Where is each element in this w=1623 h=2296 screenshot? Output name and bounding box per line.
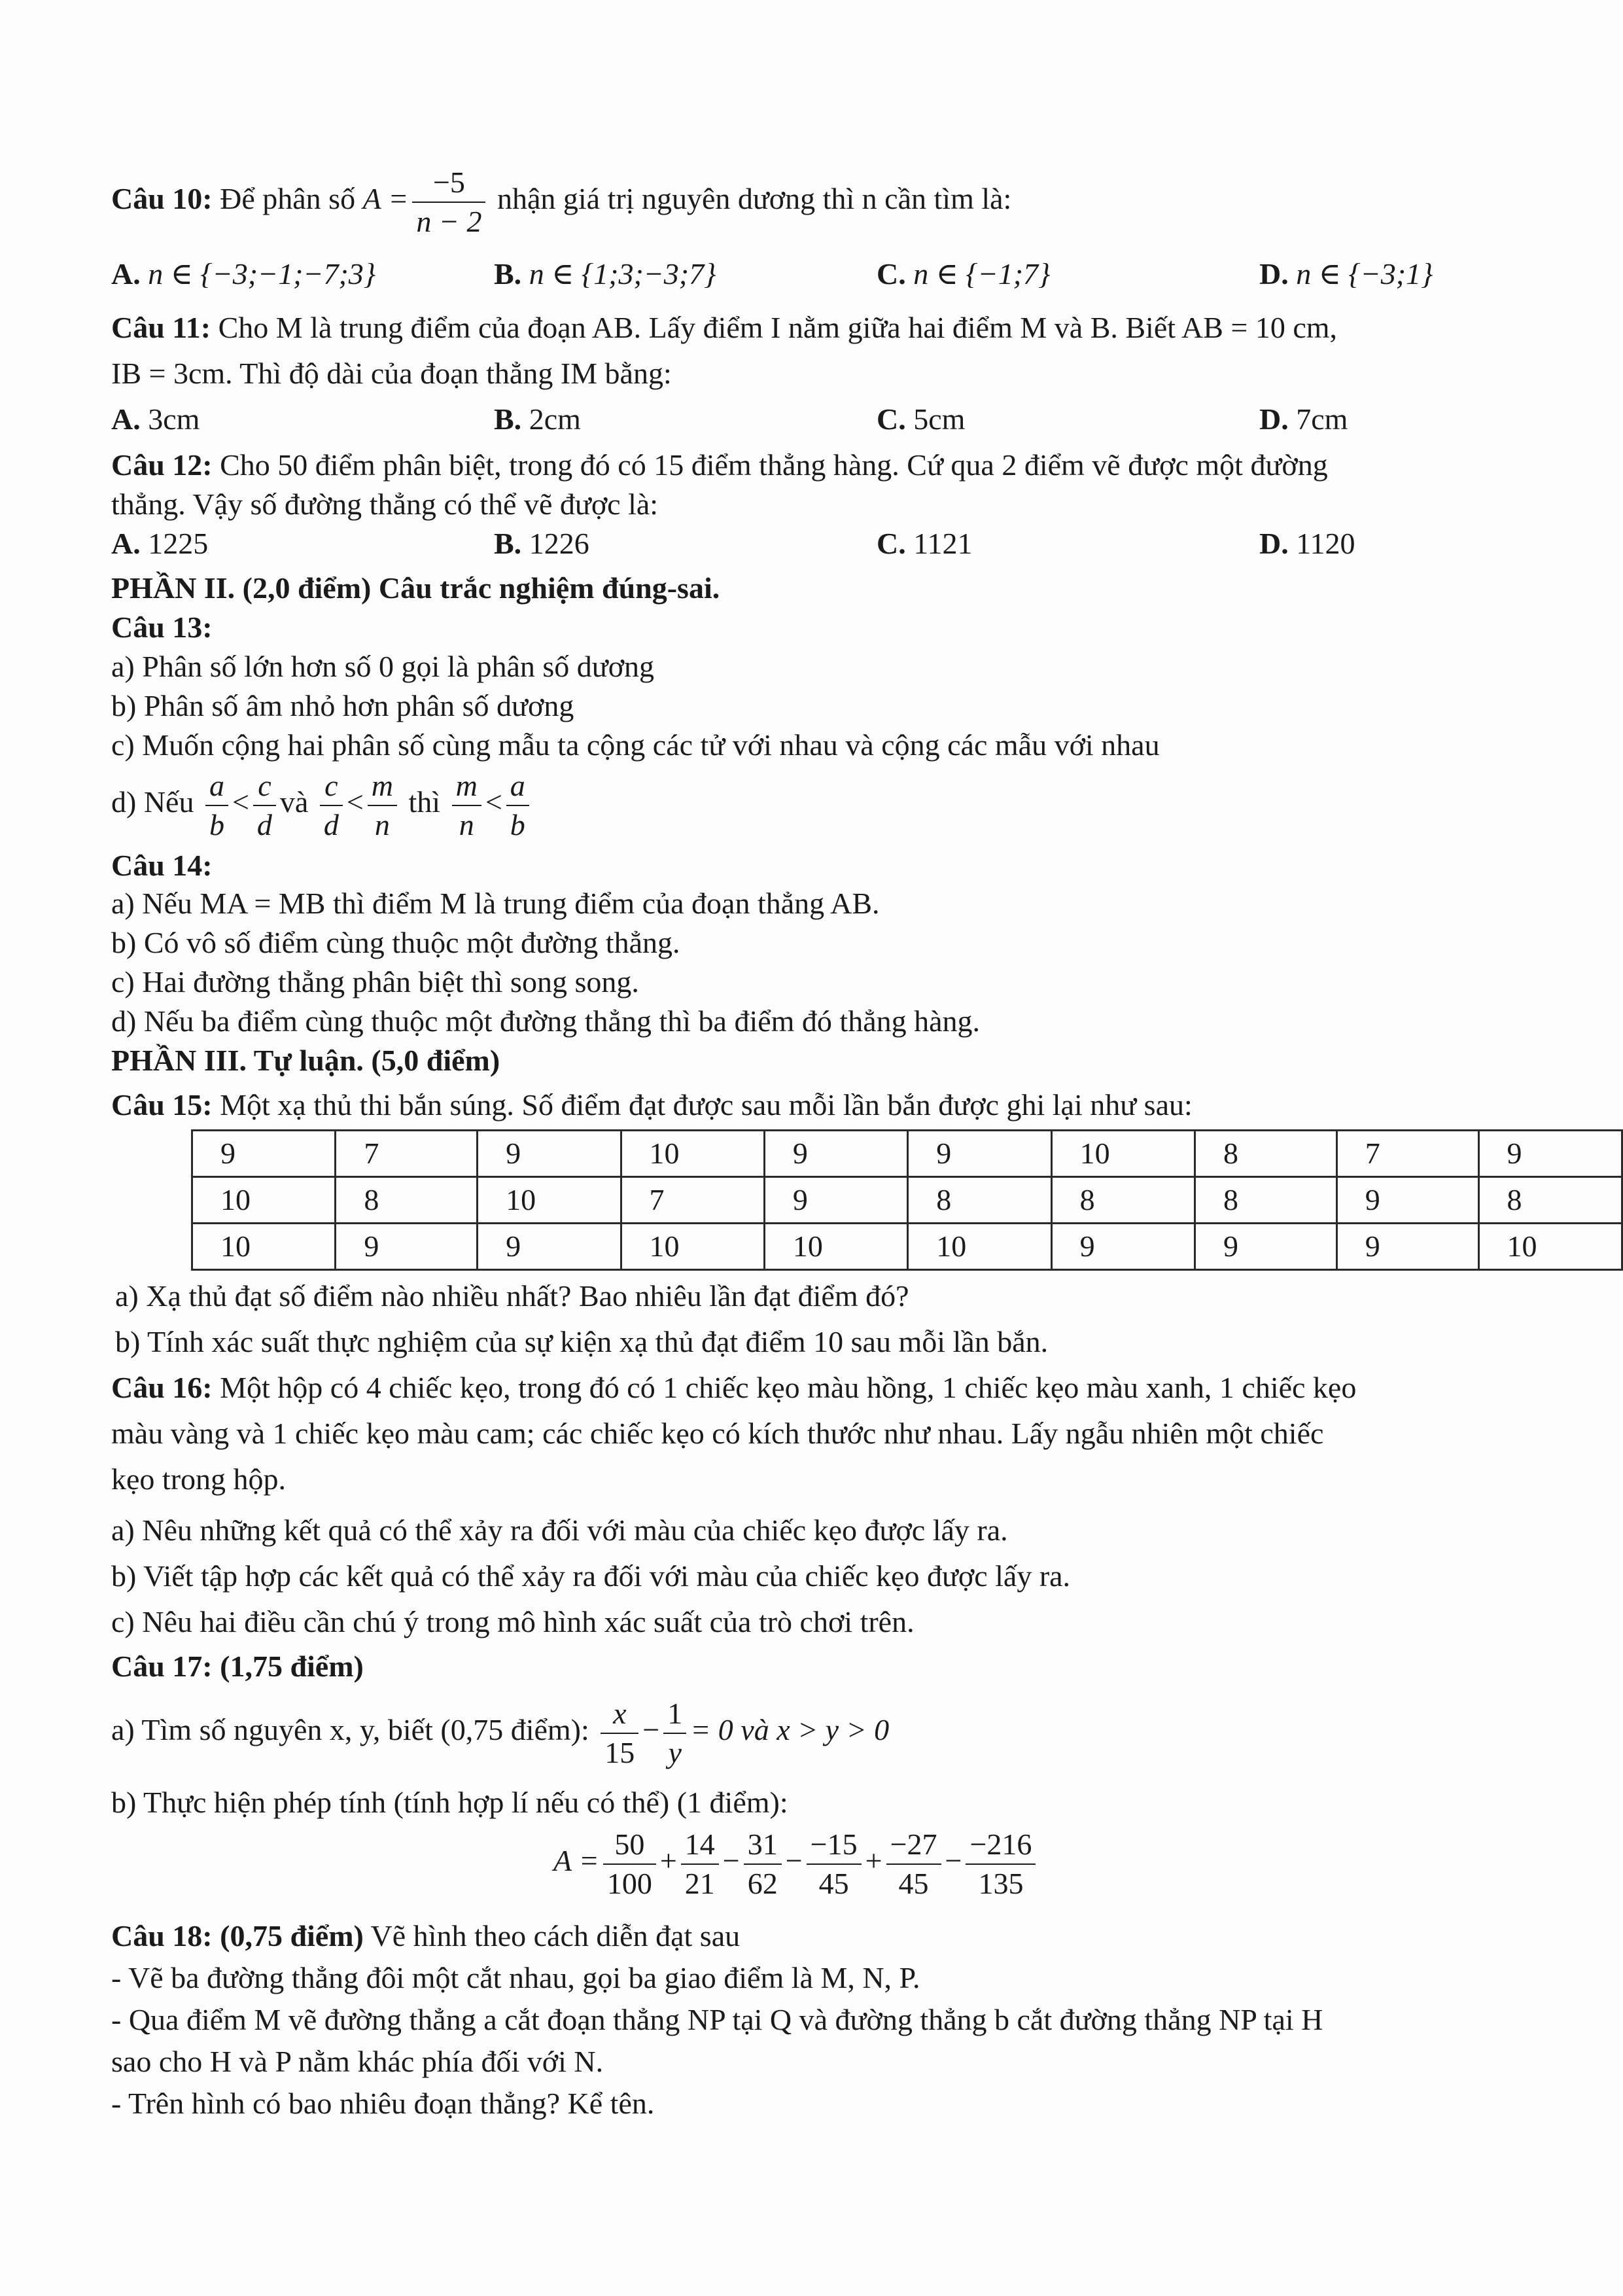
q13-frac-m-n (368, 767, 397, 843)
q16-question-c: c) Nêu hai điều cần chú ý trong mô hình xác suất của trò chơi trên. (111, 1605, 915, 1638)
q16-question-b: b) Viết tập hợp các kết quả có thể xảy ra đối với màu của chiếc kẹo được lấy ra. (111, 1559, 1071, 1593)
q13-frac-m-n-num: m (368, 767, 397, 806)
q11-option-d (1259, 399, 1348, 440)
table-cell: 9 (1336, 1177, 1478, 1224)
table-cell: 10 (621, 1224, 764, 1270)
q13-frac-c-d-2-den: d (323, 807, 339, 841)
q15-stem (111, 1085, 1193, 1125)
q12-line1 (111, 445, 1328, 486)
table-row (192, 1224, 1622, 1270)
q12-option-d-text: 1120 (1288, 527, 1355, 560)
q17-label: Câu 17: (1,75 điểm) (111, 1650, 364, 1683)
q16-line2: màu vàng và 1 chiếc kẹo màu cam; các chiếc kẹo có kích thước như nhau. Lấy ngẫu nhiên một chiếc (111, 1417, 1324, 1450)
q11-option-c-letter: C. (877, 402, 906, 436)
fraction-denominator: 135 (978, 1866, 1024, 1900)
q13-d-then: thì (408, 785, 441, 819)
fraction (744, 1826, 782, 1902)
q12-option-d-letter: D. (1259, 527, 1289, 560)
q13-frac-a-b (205, 767, 228, 843)
fraction-operator: + (659, 1844, 677, 1878)
q11-option-a-text: 3cm (140, 402, 200, 436)
q12-option-a (111, 523, 208, 564)
table-row (192, 1131, 1622, 1177)
fraction-denominator: 62 (747, 1866, 778, 1900)
fraction (681, 1826, 719, 1902)
q11-option-c-text: 5cm (905, 402, 966, 436)
q10-text-before: Để phân số (212, 182, 363, 216)
table-cell: 10 (908, 1224, 1051, 1270)
q13-frac-c-d-num: c (253, 767, 276, 806)
q18-line4: - Trên hình có bao nhiêu đoạn thẳng? Kể tên. (111, 2087, 655, 2120)
q10-option-d-text: n ∈ {−3;1} (1296, 257, 1433, 291)
fraction-operator: − (785, 1844, 803, 1878)
fraction-denominator: 45 (818, 1866, 849, 1900)
table-row (192, 1177, 1622, 1224)
fraction-numerator: 50 (603, 1826, 656, 1865)
fraction-numerator: 31 (744, 1826, 782, 1865)
table-cell: 8 (336, 1177, 478, 1224)
q15-label: Câu 15: (111, 1088, 213, 1122)
fraction-numerator: −15 (807, 1826, 862, 1865)
q18-stem (111, 1916, 740, 1956)
q10-option-d (1259, 254, 1433, 294)
q11-option-b (494, 399, 581, 440)
table-cell: 8 (1195, 1177, 1337, 1224)
q10-label: Câu 10: (111, 182, 213, 216)
table-cell: 9 (908, 1131, 1051, 1177)
fraction-operator: − (945, 1844, 962, 1878)
q17-b-lhs: A = (553, 1844, 599, 1878)
q16-line3: kẹo trong hộp. (111, 1462, 287, 1496)
q17-frac-1-y-num: 1 (663, 1695, 686, 1734)
q13-frac-c-d-2 (320, 767, 343, 843)
table-cell: 10 (1051, 1131, 1195, 1177)
table-cell: 9 (1336, 1224, 1478, 1270)
q10-stem (111, 164, 1011, 240)
q13-statement-c: c) Muốn cộng hai phân số cùng mẫu ta cộng các tử với nhau và cộng các mẫu với nhau (111, 728, 1160, 762)
table-cell: 8 (1195, 1131, 1337, 1177)
q13-frac-c-d-den: d (256, 807, 272, 841)
q13-frac-c-d-2-num: c (320, 767, 343, 806)
table-cell: 10 (192, 1177, 336, 1224)
q12-option-d (1259, 523, 1355, 564)
fraction-operator: + (865, 1844, 882, 1878)
q17-frac-x-15-num: x (601, 1695, 638, 1734)
score-table (191, 1129, 1623, 1271)
fraction-numerator: 14 (681, 1826, 719, 1865)
fraction-numerator: −216 (966, 1826, 1036, 1865)
q12-label: Câu 12: (111, 448, 213, 482)
q10-option-b-letter: B. (494, 257, 522, 291)
q12-text-1: Cho 50 điểm phân biệt, trong đó có 15 điểm thẳng hàng. Cứ qua 2 điểm vẽ được một đường (212, 448, 1328, 482)
q16-label: Câu 16: (111, 1371, 213, 1404)
table-cell: 9 (478, 1224, 621, 1270)
q10-denominator: n − 2 (416, 204, 482, 238)
table-cell: 10 (1478, 1224, 1622, 1270)
q11-label: Câu 11: (111, 311, 211, 344)
q13-lt-1: < (232, 785, 249, 819)
q11-option-c (877, 399, 965, 440)
q10-fraction (412, 164, 485, 240)
q10-lhs: A = (362, 182, 409, 216)
table-cell: 8 (1051, 1177, 1195, 1224)
part2-heading: PHẦN II. (2,0 điểm) Câu trắc nghiệm đúng-sai. (111, 571, 720, 605)
q17-frac-1-y (663, 1695, 686, 1771)
q15-question-b: b) Tính xác suất thực nghiệm của sự kiện xạ thủ đạt điểm 10 sau mỗi lần bắn. (115, 1325, 1049, 1358)
q18-line2: - Qua điểm M vẽ đường thẳng a cắt đoạn thẳng NP tại Q và đường thẳng b cắt đường thẳng NP tại H (111, 2003, 1323, 2036)
q10-option-b-text: n ∈ {1;3;−3;7} (529, 257, 716, 291)
table-cell: 8 (908, 1177, 1051, 1224)
q10-option-b (494, 254, 716, 294)
q11-option-d-letter: D. (1259, 402, 1289, 436)
fraction-denominator: 45 (898, 1866, 929, 1900)
q11-line1 (111, 308, 1337, 348)
table-cell: 9 (1195, 1224, 1337, 1270)
q10-option-a-letter: A. (111, 257, 141, 291)
q18-line1: - Vẽ ba đường thẳng đôi một cắt nhau, gọi ba giao điểm là M, N, P. (111, 1961, 920, 1994)
q12-option-b (494, 523, 589, 564)
score-table-body (192, 1131, 1622, 1270)
q13-frac-a-b-den: b (209, 807, 224, 841)
q17-fraction-list (599, 1828, 1040, 1900)
q12-option-a-text: 1225 (140, 527, 209, 560)
q17-a-tail: = 0 và x > y > 0 (690, 1713, 890, 1747)
q13-frac-m-n-den: n (374, 807, 390, 841)
fraction (603, 1826, 656, 1902)
q17-a-text: a) Tìm số nguyên x, y, biết (0,75 điểm): (111, 1713, 589, 1747)
table-cell: 9 (336, 1224, 478, 1270)
q11-line2: IB = 3cm. Thì độ dài của đoạn thẳng IM bằng: (111, 357, 672, 390)
q13-statement-b: b) Phân số âm nhỏ hơn phân số dương (111, 689, 574, 722)
q11-text-1: Cho M là trung điểm của đoạn AB. Lấy điểm I nằm giữa hai điểm M và B. Biết AB = 10 cm, (211, 311, 1338, 344)
table-cell: 7 (1336, 1131, 1478, 1177)
q15-text: Một xạ thủ thi bắn súng. Số điểm đạt được sau mỗi lần bắn được ghi lại như sau: (212, 1088, 1193, 1122)
fraction-denominator: 21 (684, 1866, 715, 1900)
fraction-operator: − (722, 1844, 740, 1878)
table-cell: 10 (764, 1224, 907, 1270)
q11-option-a-letter: A. (111, 402, 141, 436)
q14-statement-d: d) Nếu ba điểm cùng thuộc một đường thẳng thì ba điểm đó thẳng hàng. (111, 1004, 981, 1038)
q11-option-b-text: 2cm (521, 402, 581, 436)
q13-lt-3: < (485, 785, 502, 819)
q12-line2: thẳng. Vậy số đường thẳng có thể vẽ được là: (111, 487, 659, 521)
table-cell: 9 (1051, 1224, 1195, 1270)
q10-option-d-letter: D. (1259, 257, 1289, 291)
q14-statement-a: a) Nếu MA = MB thì điểm M là trung điểm của đoạn thẳng AB. (111, 887, 880, 920)
q17-part-a (111, 1695, 889, 1771)
q18-line3: sao cho H và P nằm khác phía đối với N. (111, 2045, 604, 2078)
table-cell: 9 (1478, 1131, 1622, 1177)
q13-d-and: và (279, 785, 309, 819)
q13-label: Câu 13: (111, 610, 213, 644)
q13-statement-d (111, 767, 533, 843)
q10-option-a-text: n ∈ {−3;−1;−7;3} (148, 257, 376, 291)
q18-text: Vẽ hình theo cách diễn đạt sau (363, 1919, 741, 1952)
table-cell: 9 (192, 1131, 336, 1177)
q15-question-a: a) Xạ thủ đạt số điểm nào nhiều nhất? Bao nhiêu lần đạt điểm đó? (115, 1279, 909, 1313)
table-cell: 9 (764, 1177, 907, 1224)
q10-option-a (111, 254, 375, 294)
q12-option-b-letter: B. (494, 527, 522, 560)
q12-option-c (877, 523, 973, 564)
q17-expression (553, 1826, 1039, 1902)
table-cell: 10 (621, 1131, 764, 1177)
table-cell: 9 (478, 1131, 621, 1177)
q13-frac-a-b-num: a (205, 767, 228, 806)
fraction-denominator: 100 (606, 1866, 652, 1900)
q17-a-minus: − (642, 1713, 660, 1747)
q10-option-c (877, 254, 1050, 294)
q10-option-c-letter: C. (877, 257, 906, 291)
q11-option-a (111, 399, 200, 440)
q13-statement-a: a) Phân số lớn hơn số 0 gọi là phân số dương (111, 650, 655, 683)
q14-label: Câu 14: (111, 849, 213, 882)
q13-frac-a-b-2-den: b (510, 807, 525, 841)
q16-text-1: Một hộp có 4 chiếc kẹo, trong đó có 1 chiếc kẹo màu hồng, 1 chiếc kẹo màu xanh, 1 chiếc kẹo (212, 1371, 1357, 1404)
q16-question-a: a) Nêu những kết quả có thể xảy ra đối với màu của chiếc kẹo được lấy ra. (111, 1513, 1008, 1547)
q13-frac-m-n-2-num: m (452, 767, 481, 806)
q14-statement-b: b) Có vô số điểm cùng thuộc một đường thẳng. (111, 926, 680, 959)
q13-frac-c-d (253, 767, 276, 843)
table-cell: 7 (621, 1177, 764, 1224)
table-cell: 9 (764, 1131, 907, 1177)
q13-frac-a-b-2-num: a (506, 767, 529, 806)
q13-lt-2: < (346, 785, 364, 819)
q11-option-d-text: 7cm (1288, 402, 1348, 436)
q17-part-b: b) Thực hiện phép tính (tính hợp lí nếu có thể) (1 điểm): (111, 1786, 788, 1819)
q12-option-b-text: 1226 (521, 527, 589, 560)
q18-label: Câu 18: (0,75 điểm) (111, 1919, 364, 1952)
q17-frac-x-15-den: 15 (604, 1735, 635, 1769)
fraction-numerator: −27 (886, 1826, 941, 1865)
fraction (807, 1826, 862, 1902)
table-cell: 8 (1478, 1177, 1622, 1224)
q10-numerator: −5 (412, 164, 485, 203)
fraction (966, 1826, 1036, 1902)
q10-option-c-text: n ∈ {−1;7} (913, 257, 1051, 291)
table-cell: 10 (192, 1224, 336, 1270)
fraction (886, 1826, 941, 1902)
q17-frac-x-15 (601, 1695, 638, 1771)
table-cell: 7 (336, 1131, 478, 1177)
q12-option-c-text: 1121 (905, 527, 973, 560)
q16-line1 (111, 1368, 1356, 1408)
part3-heading: PHẦN III. Tự luận. (5,0 điểm) (111, 1044, 500, 1077)
q13-frac-m-n-2 (452, 767, 481, 843)
q13-frac-m-n-2-den: n (459, 807, 474, 841)
table-cell: 10 (478, 1177, 621, 1224)
q14-statement-c: c) Hai đường thẳng phân biệt thì song song. (111, 965, 639, 998)
q10-text-after: nhận giá trị nguyên dương thì n cần tìm là: (489, 182, 1012, 216)
q11-option-b-letter: B. (494, 402, 522, 436)
q13-d-prefix: d) Nếu (111, 785, 194, 819)
q12-option-c-letter: C. (877, 527, 906, 560)
q13-frac-a-b-2 (506, 767, 529, 843)
q17-frac-1-y-den: y (668, 1735, 682, 1769)
q12-option-a-letter: A. (111, 527, 141, 560)
